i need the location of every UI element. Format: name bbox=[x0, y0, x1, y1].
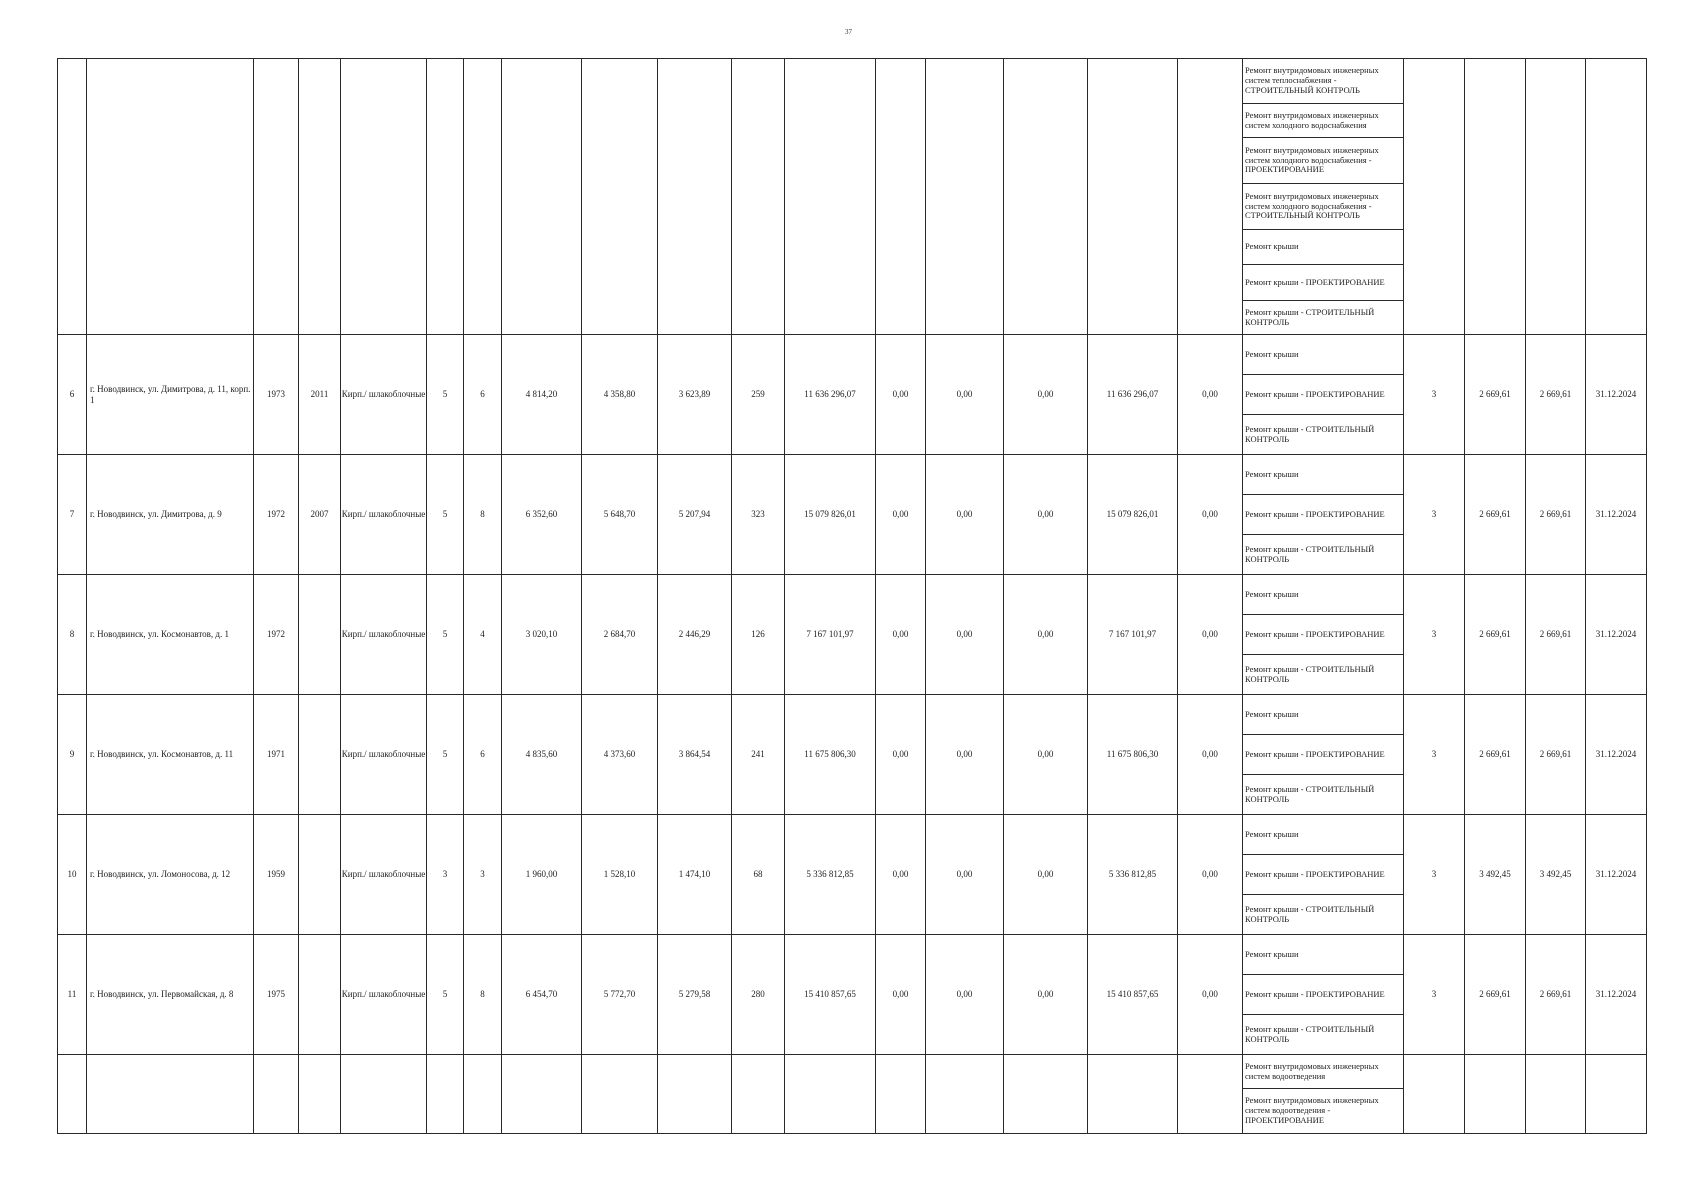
fund-other: 0,00 bbox=[1178, 455, 1243, 575]
entrances: 8 bbox=[464, 455, 502, 575]
work-item bbox=[1243, 615, 1403, 655]
cost-total: 5 336 812,85 bbox=[785, 815, 876, 935]
residents: 241 bbox=[732, 695, 785, 815]
empty-cell bbox=[1178, 59, 1243, 335]
address: г. Новодвинск, ул. Космонавтов, д. 1 bbox=[87, 575, 254, 695]
area-rooms: 1 528,10 bbox=[582, 815, 658, 935]
year-built: 1971 bbox=[254, 695, 299, 815]
empty-cell bbox=[299, 1055, 341, 1134]
work-item-label: Ремонт крыши - СТРОИТЕЛЬНЫЙ КОНТРОЛЬ bbox=[1245, 903, 1375, 924]
fund-owners: 11 636 296,07 bbox=[1088, 335, 1178, 455]
work-item bbox=[1243, 1015, 1403, 1054]
work-list-cell bbox=[1243, 1055, 1404, 1134]
empty-cell bbox=[87, 59, 254, 335]
fund-regional: 0,00 bbox=[926, 575, 1004, 695]
fund-local: 0,00 bbox=[1004, 335, 1088, 455]
entrances: 4 bbox=[464, 575, 502, 695]
work-item-label: Ремонт внутридомовых инженерных систем холодного водоснабжения - ПРОЕКТИРОВАНИЕ bbox=[1245, 144, 1379, 175]
empty-cell bbox=[502, 1055, 582, 1134]
work-item-label: Ремонт крыши bbox=[1245, 948, 1299, 959]
empty-cell bbox=[1526, 1055, 1586, 1134]
fund-regional: 0,00 bbox=[926, 815, 1004, 935]
work-item bbox=[1243, 1055, 1403, 1089]
work-item bbox=[1243, 935, 1403, 975]
empty-cell bbox=[427, 1055, 464, 1134]
row-number: 7 bbox=[58, 455, 87, 575]
row-number: 10 bbox=[58, 815, 87, 935]
cost-total: 11 636 296,07 bbox=[785, 335, 876, 455]
work-item bbox=[1243, 265, 1403, 301]
work-item-label: Ремонт внутридомовых инженерных систем водоотведения bbox=[1245, 1060, 1379, 1081]
address: г. Новодвинск, ул. Димитрова, д. 11, корп. 1 bbox=[87, 335, 254, 455]
empty-cell bbox=[1465, 1055, 1526, 1134]
entrances: 8 bbox=[464, 935, 502, 1055]
work-item bbox=[1243, 735, 1403, 775]
work-item-label: Ремонт крыши bbox=[1245, 588, 1299, 599]
fund-local: 0,00 bbox=[1004, 455, 1088, 575]
cost-total: 11 675 806,30 bbox=[785, 695, 876, 815]
wall-material: Кирп./ шлакоблочные bbox=[341, 695, 427, 815]
work-list-cell bbox=[1243, 455, 1404, 575]
work-type: 3 bbox=[1404, 575, 1465, 695]
residents: 126 bbox=[732, 575, 785, 695]
work-item-label: Ремонт крыши bbox=[1245, 348, 1299, 359]
area-rooms: 4 358,80 bbox=[582, 335, 658, 455]
fund-owners: 15 410 857,65 bbox=[1088, 935, 1178, 1055]
cost-total: 15 410 857,65 bbox=[785, 935, 876, 1055]
work-list-cell bbox=[1243, 935, 1404, 1055]
cost-total: 7 167 101,97 bbox=[785, 575, 876, 695]
address: г. Новодвинск, ул. Космонавтов, д. 11 bbox=[87, 695, 254, 815]
unit-cost: 2 669,61 bbox=[1465, 935, 1526, 1055]
work-item-label: Ремонт крыши - ПРОЕКТИРОВАНИЕ bbox=[1245, 628, 1385, 639]
work-item bbox=[1243, 815, 1403, 855]
empty-cell bbox=[582, 1055, 658, 1134]
work-item bbox=[1243, 301, 1403, 334]
area-rooms: 2 684,70 bbox=[582, 575, 658, 695]
area-living: 5 207,94 bbox=[658, 455, 732, 575]
work-item-label: Ремонт крыши - СТРОИТЕЛЬНЫЙ КОНТРОЛЬ bbox=[1245, 543, 1375, 564]
address: г. Новодвинск, ул. Первомайская, д. 8 bbox=[87, 935, 254, 1055]
work-item-label: Ремонт крыши - ПРОЕКТИРОВАНИЕ bbox=[1245, 276, 1385, 287]
empty-cell bbox=[926, 1055, 1004, 1134]
work-item bbox=[1243, 855, 1403, 895]
work-type: 3 bbox=[1404, 335, 1465, 455]
work-item bbox=[1243, 335, 1403, 375]
area-total: 1 960,00 bbox=[502, 815, 582, 935]
work-item-label: Ремонт крыши - ПРОЕКТИРОВАНИЕ bbox=[1245, 748, 1385, 759]
empty-cell bbox=[1404, 1055, 1465, 1134]
floors: 5 bbox=[427, 455, 464, 575]
fund-owners: 11 675 806,30 bbox=[1088, 695, 1178, 815]
work-item-label: Ремонт крыши - ПРОЕКТИРОВАНИЕ bbox=[1245, 388, 1385, 399]
limit-cost: 2 669,61 bbox=[1526, 935, 1586, 1055]
work-list bbox=[1243, 59, 1403, 334]
work-item-label: Ремонт крыши - ПРОЕКТИРОВАНИЕ bbox=[1245, 988, 1385, 999]
empty-cell bbox=[87, 1055, 254, 1134]
empty-cell bbox=[1004, 1055, 1088, 1134]
row-number: 9 bbox=[58, 695, 87, 815]
work-item bbox=[1243, 575, 1403, 615]
empty-cell bbox=[58, 1055, 87, 1134]
area-living: 1 474,10 bbox=[658, 815, 732, 935]
fund-regional: 0,00 bbox=[926, 335, 1004, 455]
fund-other: 0,00 bbox=[1178, 815, 1243, 935]
work-item-label: Ремонт внутридомовых инженерных систем холодного водоснабжения bbox=[1245, 109, 1379, 130]
fund-owners: 5 336 812,85 bbox=[1088, 815, 1178, 935]
row-number: 8 bbox=[58, 575, 87, 695]
fund-owners: 7 167 101,97 bbox=[1088, 575, 1178, 695]
fund-local: 0,00 bbox=[1004, 935, 1088, 1055]
year-last-repair bbox=[299, 695, 341, 815]
empty-cell bbox=[1586, 59, 1647, 335]
page-number: 37 bbox=[845, 28, 852, 36]
work-item-label: Ремонт крыши - СТРОИТЕЛЬНЫЙ КОНТРОЛЬ bbox=[1245, 663, 1375, 684]
empty-cell bbox=[582, 59, 658, 335]
deadline: 31.12.2024 bbox=[1586, 815, 1647, 935]
year-built: 1975 bbox=[254, 935, 299, 1055]
table-row bbox=[58, 575, 1647, 695]
floors: 5 bbox=[427, 935, 464, 1055]
deadline: 31.12.2024 bbox=[1586, 575, 1647, 695]
entrances: 6 bbox=[464, 695, 502, 815]
entrances: 6 bbox=[464, 335, 502, 455]
entrances: 3 bbox=[464, 815, 502, 935]
deadline: 31.12.2024 bbox=[1586, 695, 1647, 815]
work-item-label: Ремонт внутридомовых инженерных систем теплоснабжения - СТРОИТЕЛЬНЫЙ КОНТРОЛЬ bbox=[1245, 65, 1379, 95]
floors: 5 bbox=[427, 575, 464, 695]
work-item bbox=[1243, 184, 1403, 230]
empty-cell bbox=[341, 59, 427, 335]
year-last-repair: 2011 bbox=[299, 335, 341, 455]
work-list-cell bbox=[1243, 815, 1404, 935]
work-item bbox=[1243, 415, 1403, 454]
empty-cell bbox=[254, 1055, 299, 1134]
work-item-label: Ремонт крыши bbox=[1245, 708, 1299, 719]
area-rooms: 5 772,70 bbox=[582, 935, 658, 1055]
row-number: 6 bbox=[58, 335, 87, 455]
work-item-label: Ремонт внутридомовых инженерных систем водоотведения - ПРОЕКТИРОВАНИЕ bbox=[1245, 1095, 1379, 1125]
unit-cost: 2 669,61 bbox=[1465, 455, 1526, 575]
empty-cell bbox=[254, 59, 299, 335]
work-list bbox=[1243, 815, 1403, 934]
continuation-row-top bbox=[58, 59, 1647, 335]
work-item-label: Ремонт крыши bbox=[1245, 828, 1299, 839]
work-item-label: Ремонт крыши - ПРОЕКТИРОВАНИЕ bbox=[1245, 868, 1385, 879]
fund-federal: 0,00 bbox=[876, 455, 926, 575]
work-list bbox=[1243, 455, 1403, 574]
unit-cost: 2 669,61 bbox=[1465, 695, 1526, 815]
capital-repair-table bbox=[57, 58, 1647, 1134]
floors: 5 bbox=[427, 335, 464, 455]
area-rooms: 4 373,60 bbox=[582, 695, 658, 815]
work-list bbox=[1243, 935, 1403, 1054]
work-item bbox=[1243, 975, 1403, 1015]
area-living: 2 446,29 bbox=[658, 575, 732, 695]
empty-cell bbox=[1465, 59, 1526, 335]
wall-material: Кирп./ шлакоблочные bbox=[341, 575, 427, 695]
fund-federal: 0,00 bbox=[876, 335, 926, 455]
empty-cell bbox=[926, 59, 1004, 335]
empty-cell bbox=[876, 1055, 926, 1134]
work-item bbox=[1243, 230, 1403, 265]
empty-cell bbox=[341, 1055, 427, 1134]
work-list bbox=[1243, 695, 1403, 814]
empty-cell bbox=[299, 59, 341, 335]
work-list bbox=[1243, 1055, 1403, 1133]
work-item bbox=[1243, 138, 1403, 184]
work-item bbox=[1243, 655, 1403, 694]
residents: 259 bbox=[732, 335, 785, 455]
year-built: 1973 bbox=[254, 335, 299, 455]
empty-cell bbox=[1526, 59, 1586, 335]
row-number: 11 bbox=[58, 935, 87, 1055]
floors: 3 bbox=[427, 815, 464, 935]
empty-cell bbox=[1088, 1055, 1178, 1134]
unit-cost: 2 669,61 bbox=[1465, 335, 1526, 455]
work-item bbox=[1243, 455, 1403, 495]
work-item-label: Ремонт крыши bbox=[1245, 468, 1299, 479]
work-list bbox=[1243, 335, 1403, 454]
limit-cost: 2 669,61 bbox=[1526, 455, 1586, 575]
fund-federal: 0,00 bbox=[876, 935, 926, 1055]
work-item bbox=[1243, 895, 1403, 934]
work-type: 3 bbox=[1404, 935, 1465, 1055]
work-item bbox=[1243, 1089, 1403, 1133]
fund-other: 0,00 bbox=[1178, 335, 1243, 455]
empty-cell bbox=[1404, 59, 1465, 335]
fund-other: 0,00 bbox=[1178, 575, 1243, 695]
empty-cell bbox=[427, 59, 464, 335]
residents: 68 bbox=[732, 815, 785, 935]
fund-local: 0,00 bbox=[1004, 815, 1088, 935]
fund-local: 0,00 bbox=[1004, 695, 1088, 815]
work-item bbox=[1243, 775, 1403, 814]
work-list-cell bbox=[1243, 695, 1404, 815]
empty-cell bbox=[658, 1055, 732, 1134]
address: г. Новодвинск, ул. Ломоносова, д. 12 bbox=[87, 815, 254, 935]
floors: 5 bbox=[427, 695, 464, 815]
empty-cell bbox=[502, 59, 582, 335]
area-living: 5 279,58 bbox=[658, 935, 732, 1055]
area-living: 3 864,54 bbox=[658, 695, 732, 815]
work-item-label: Ремонт крыши - СТРОИТЕЛЬНЫЙ КОНТРОЛЬ bbox=[1245, 783, 1375, 804]
continuation-row-bottom bbox=[58, 1055, 1647, 1134]
work-list bbox=[1243, 575, 1403, 694]
wall-material: Кирп./ шлакоблочные bbox=[341, 455, 427, 575]
work-type: 3 bbox=[1404, 695, 1465, 815]
area-total: 3 020,10 bbox=[502, 575, 582, 695]
year-last-repair: 2007 bbox=[299, 455, 341, 575]
wall-material: Кирп./ шлакоблочные bbox=[341, 335, 427, 455]
empty-cell bbox=[1586, 1055, 1647, 1134]
empty-cell bbox=[464, 59, 502, 335]
empty-cell bbox=[1004, 59, 1088, 335]
deadline: 31.12.2024 bbox=[1586, 935, 1647, 1055]
work-item-label: Ремонт внутридомовых инженерных систем холодного водоснабжения - СТРОИТЕЛЬНЫЙ КОНТРОЛЬ bbox=[1245, 190, 1379, 221]
deadline: 31.12.2024 bbox=[1586, 455, 1647, 575]
table-row bbox=[58, 935, 1647, 1055]
area-living: 3 623,89 bbox=[658, 335, 732, 455]
work-item-label: Ремонт крыши bbox=[1245, 241, 1299, 252]
empty-cell bbox=[658, 59, 732, 335]
table-row bbox=[58, 455, 1647, 575]
fund-federal: 0,00 bbox=[876, 695, 926, 815]
table-row bbox=[58, 815, 1647, 935]
work-item bbox=[1243, 104, 1403, 138]
work-item bbox=[1243, 495, 1403, 535]
empty-cell bbox=[1178, 1055, 1243, 1134]
fund-owners: 15 079 826,01 bbox=[1088, 455, 1178, 575]
residents: 323 bbox=[732, 455, 785, 575]
empty-cell bbox=[732, 1055, 785, 1134]
year-last-repair bbox=[299, 575, 341, 695]
empty-cell bbox=[785, 1055, 876, 1134]
work-item-label: Ремонт крыши - ПРОЕКТИРОВАНИЕ bbox=[1245, 508, 1385, 519]
fund-federal: 0,00 bbox=[876, 815, 926, 935]
work-item bbox=[1243, 695, 1403, 735]
address: г. Новодвинск, ул. Димитрова, д. 9 bbox=[87, 455, 254, 575]
wall-material: Кирп./ шлакоблочные bbox=[341, 815, 427, 935]
work-type: 3 bbox=[1404, 815, 1465, 935]
work-list-cell bbox=[1243, 335, 1404, 455]
area-total: 4 814,20 bbox=[502, 335, 582, 455]
fund-other: 0,00 bbox=[1178, 695, 1243, 815]
year-last-repair bbox=[299, 815, 341, 935]
wall-material: Кирп./ шлакоблочные bbox=[341, 935, 427, 1055]
work-list-cell bbox=[1243, 59, 1404, 335]
limit-cost: 3 492,45 bbox=[1526, 815, 1586, 935]
year-built: 1972 bbox=[254, 575, 299, 695]
empty-cell bbox=[58, 59, 87, 335]
work-item-label: Ремонт крыши - СТРОИТЕЛЬНЫЙ КОНТРОЛЬ bbox=[1245, 423, 1375, 444]
residents: 280 bbox=[732, 935, 785, 1055]
empty-cell bbox=[464, 1055, 502, 1134]
area-total: 4 835,60 bbox=[502, 695, 582, 815]
deadline: 31.12.2024 bbox=[1586, 335, 1647, 455]
work-list-cell bbox=[1243, 575, 1404, 695]
empty-cell bbox=[732, 59, 785, 335]
empty-cell bbox=[876, 59, 926, 335]
unit-cost: 3 492,45 bbox=[1465, 815, 1526, 935]
year-last-repair bbox=[299, 935, 341, 1055]
area-total: 6 352,60 bbox=[502, 455, 582, 575]
limit-cost: 2 669,61 bbox=[1526, 575, 1586, 695]
work-item-label: Ремонт крыши - СТРОИТЕЛЬНЫЙ КОНТРОЛЬ bbox=[1245, 306, 1375, 327]
cost-total: 15 079 826,01 bbox=[785, 455, 876, 575]
fund-regional: 0,00 bbox=[926, 935, 1004, 1055]
area-rooms: 5 648,70 bbox=[582, 455, 658, 575]
table-row bbox=[58, 695, 1647, 815]
work-item bbox=[1243, 59, 1403, 104]
fund-regional: 0,00 bbox=[926, 455, 1004, 575]
work-type: 3 bbox=[1404, 455, 1465, 575]
work-item bbox=[1243, 375, 1403, 415]
year-built: 1959 bbox=[254, 815, 299, 935]
limit-cost: 2 669,61 bbox=[1526, 335, 1586, 455]
table-row bbox=[58, 335, 1647, 455]
limit-cost: 2 669,61 bbox=[1526, 695, 1586, 815]
fund-other: 0,00 bbox=[1178, 935, 1243, 1055]
fund-local: 0,00 bbox=[1004, 575, 1088, 695]
area-total: 6 454,70 bbox=[502, 935, 582, 1055]
year-built: 1972 bbox=[254, 455, 299, 575]
unit-cost: 2 669,61 bbox=[1465, 575, 1526, 695]
work-item bbox=[1243, 535, 1403, 574]
empty-cell bbox=[1088, 59, 1178, 335]
fund-federal: 0,00 bbox=[876, 575, 926, 695]
empty-cell bbox=[785, 59, 876, 335]
fund-regional: 0,00 bbox=[926, 695, 1004, 815]
work-item-label: Ремонт крыши - СТРОИТЕЛЬНЫЙ КОНТРОЛЬ bbox=[1245, 1023, 1375, 1044]
